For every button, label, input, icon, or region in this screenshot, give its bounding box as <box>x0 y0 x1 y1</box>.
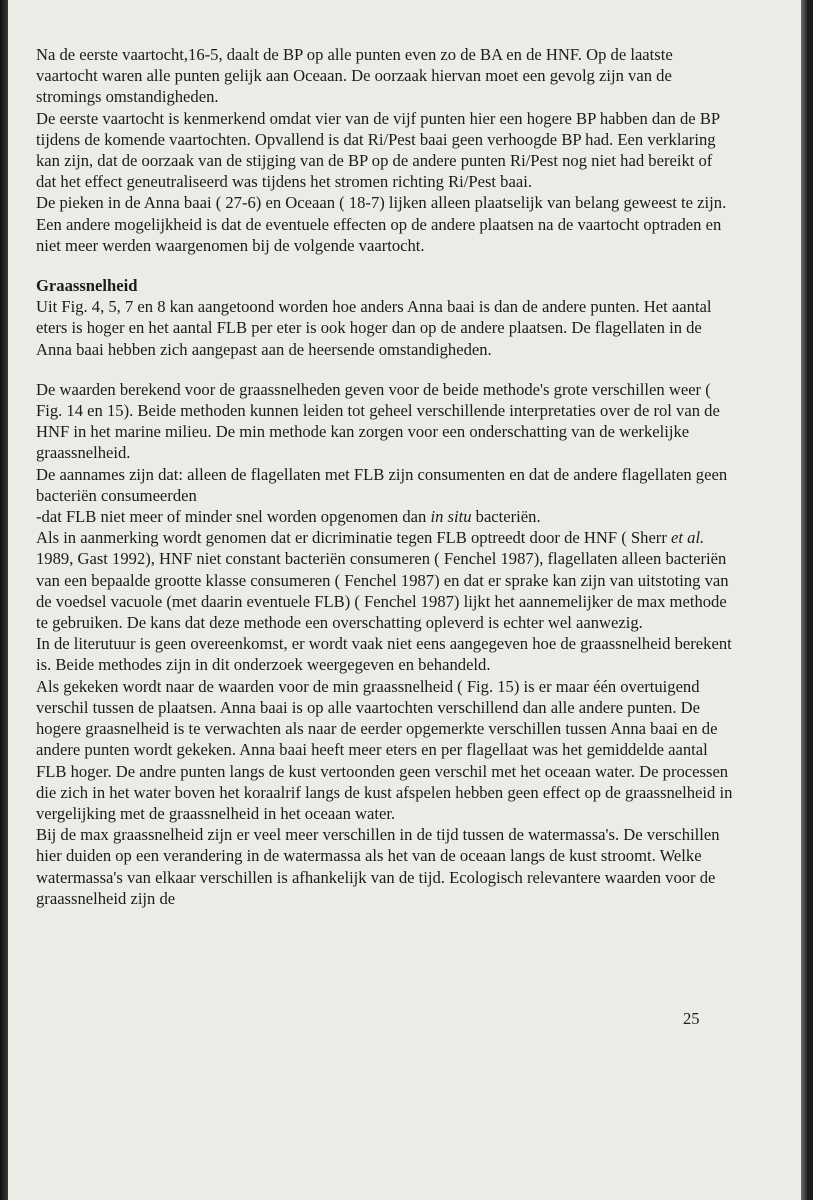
flb-uptake-text: -dat FLB niet meer of minder snel worden opgenomen dan <box>36 507 427 527</box>
paragraph-assumptions: De aannames zijn dat: alleen de flagellaten met FLB zijn consumenten en dat de andere flagellaten geen bacteriën consumeerden <box>36 464 728 505</box>
et-al-term: et al. <box>671 528 705 548</box>
section-heading-graassnelheid: Graassnelheid <box>36 276 138 296</box>
paragraph-methods: De waarden berekend voor de graassnelheden geven voor de beide methode's grote verschillen weer ( Fig. 14 en 15). Beide methoden kunnen leiden tot geheel verschillende interpretaties over de rol van de HNF in het marine milieu. De min methode kan zorgen voor een onderschatting van de werkelijke graassnelheid. <box>36 379 720 463</box>
paragraph-discrimination <box>36 527 736 633</box>
paragraph-max-rate: Bij de max graassnelheid zijn er veel meer verschillen in de tijd tussen de watermassa's. De verschillen hier duiden op een verandering in de watermassa als het van de oceaan langs de kust stroomt. Welke watermassa's van elkaar verschillen is afhankelijk van de tijd. Ecologisch relevantere waarden voor de graassnelheid zijn de <box>36 825 720 908</box>
paragraph-flb-uptake <box>36 506 736 527</box>
scan-right-edge <box>801 0 807 1200</box>
discrimination-text-end: 1989, Gast 1992), HNF niet constant bacteriën consumeren ( Fenchel 1987), flagellaten alleen bacteriën van een bepaalde grootte klasse consumeren ( Fenchel 1987) en dat er sprake kan zijn van uitstoting van de voedsel vacuole (met daarin eventuele FLB) ( Fenchel 1987) lijkt het aannemelijker de max methode te gebruiken. De kans dat deze methode een overschatting opleverd is echter wel aanwezig. <box>36 549 729 633</box>
paragraph-gap <box>36 360 736 379</box>
discrimination-text-start: Als in aanmerking wordt genomen dat er dicriminatie tegen FLB optreedt door de HNF ( Sherr <box>36 528 667 548</box>
paragraph-1: Na de eerste vaartocht,16-5, daalt de BP op alle punten even zo de BA en de HNF. Op de laatste vaartocht waren alle punten gelijk aan Oceaan. De oorzaak hiervan moet een gevolg zijn van de stromings omstandigheden. <box>36 45 673 107</box>
paragraph-section-intro: Uit Fig. 4, 5, 7 en 8 kan aangetoond worden hoe anders Anna baai is dan de andere punten. Het aantal eters is hoger en het aantal FLB per eter is ook hoger dan op de andere plaatsen. De flagellaten in de Anna baai hebben zich aangepast aan de heersende omstandigheden. <box>36 297 712 359</box>
paragraph-2: De eerste vaartocht is kenmerkend omdat vier van de vijf punten hier een hogere BP habben dan de BP tijdens de komende vaartochten. Opvallend is dat Ri/Pest baai geen verhoogde BP had. Een verklaring kan zijn, dat de oorzaak van de stijging van de BP op de andere punten Ri/Pest nog niet had bereikt of dat het effect geneutraliseerd was tijdens het stromen richting Ri/Pest baai. <box>36 108 720 192</box>
document-body <box>36 44 736 909</box>
in-situ-term: in situ <box>430 507 472 527</box>
page-number: 25 <box>683 1009 700 1028</box>
paragraph-literature: In de literutuur is geen overeenkomst, er wordt vaak niet eens aangegeven hoe de graassnelheid berekent is. Beide methodes zijn in dit onderzoek weergegeven en behandeld. <box>36 634 732 675</box>
document-page <box>8 0 807 1200</box>
flb-uptake-end: bacteriën. <box>471 507 541 527</box>
scan-left-edge <box>0 0 8 1200</box>
paragraph-min-rate: Als gekeken wordt naar de waarden voor de min graassnelheid ( Fig. 15) is er maar één overtuigend verschil tussen de plaatsen. Anna baai is op alle vaartochten verschillend dan alle andere punten. De hogere graasnelheid is te verwachten als naar de eerder opgemerkte verschillen tussen Anna baai en de andere punten wordt gekeken. Anna baai heeft meer eters en per flagellaat was het gemiddelde aantal FLB hoger. De andre punten langs de kust vertoonden geen verschil met het oceaan water. De processen die zich in het water boven het koraalrif langs de kust afspelen hebben geen effect op de graassnelheid in vergelijking met de graassnelheid in het oceaan water. <box>36 676 733 823</box>
paragraph-3: De pieken in de Anna baai ( 27-6) en Oceaan ( 18-7) lijken alleen plaatselijk van belang geweest te zijn. Een andere mogelijkheid is dat de eventuele effecten op de andere plaatsen na de vaartocht optraden en niet meer werden waargenomen bij de volgende vaartocht. <box>36 193 727 255</box>
